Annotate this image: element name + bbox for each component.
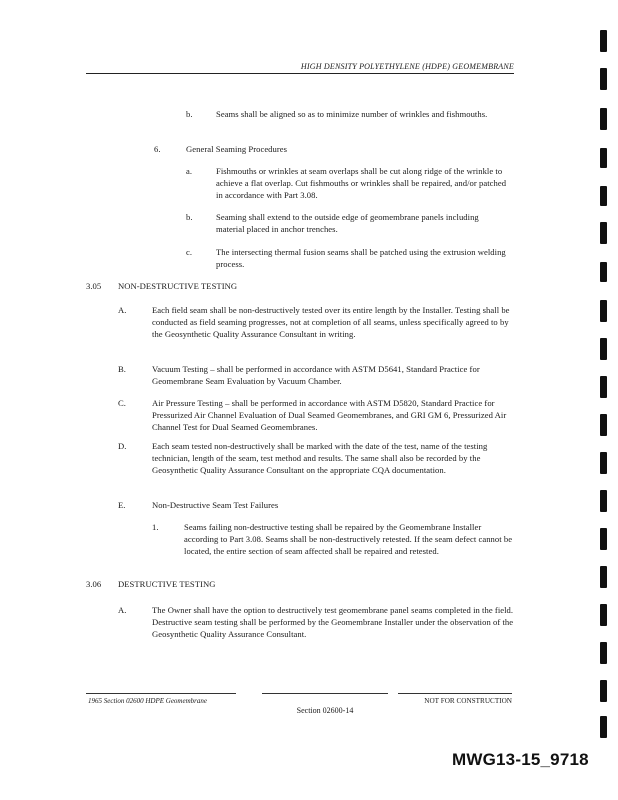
- scan-edge-mark: [600, 414, 607, 436]
- item-b2-label: b.: [186, 212, 193, 222]
- item-a-label: a.: [186, 166, 193, 176]
- item-b-text: Seams shall be aligned so as to minimize number of wrinkles and fishmouths.: [216, 109, 488, 119]
- header-title: HIGH DENSITY POLYETHYLENE (HDPE) GEOMEMBRANE: [300, 62, 514, 71]
- item-6-label: 6.: [154, 144, 161, 154]
- section-306-title: DESTRUCTIVE TESTING: [118, 579, 216, 589]
- header-rule: [86, 73, 514, 74]
- bates-stamp: MWG13-15_9718: [452, 750, 589, 769]
- footer-not-for-construction: NOT FOR CONSTRUCTION: [424, 697, 512, 705]
- item-c-text: The intersecting thermal fusion seams shall be patched using the extrusion welding process.: [216, 247, 506, 269]
- scan-edge-mark: [600, 262, 607, 282]
- section-305-e1-text: Seams failing non-destructive testing shall be repaired by the Geomembrane Installer according to Part 3.08. Seams shall be non-destructively retested. If the seam defect cannot be located, the entire section of seam affected shall be repaired and retested.: [184, 522, 513, 556]
- section-305-a-text: Each field seam shall be non-destructively tested over its entire length by the Installer. Testing shall be conducted as field seaming progresses, not at completion of all seams, unless specifically agreed to by the Geosynthetic Quality Assurance Consultant in writing.: [152, 305, 510, 339]
- scan-edge-mark: [600, 604, 607, 626]
- section-305-c-label: C.: [118, 398, 126, 408]
- section-305-e-heading: Non-Destructive Seam Test Failures: [152, 500, 279, 510]
- scan-edge-mark: [600, 642, 607, 664]
- item-a-text: Fishmouths or wrinkles at seam overlaps shall be cut along ridge of the wrinkle to achieve a flat overlap. Cut fishmouths or wrinkles shall be repaired, and/or patched in accordance with Part 3.08.: [216, 166, 507, 200]
- scan-edge-mark: [600, 716, 607, 738]
- scan-edge-mark: [600, 528, 607, 550]
- section-306-a-label: A.: [118, 605, 127, 615]
- section-305-b-label: B.: [118, 364, 126, 374]
- scan-edge-mark: [600, 452, 607, 474]
- item-b-label: b.: [186, 109, 193, 119]
- scan-edge-mark: [600, 30, 607, 52]
- scan-edge-mark: [600, 222, 607, 244]
- section-306-number: 3.06: [86, 579, 102, 589]
- footer-rule-left: [86, 693, 236, 694]
- section-305-a-label: A.: [118, 305, 127, 315]
- scan-edge-mark: [600, 186, 607, 206]
- item-b2-text: Seaming shall extend to the outside edge of geomembrane panels including material placed in anchor trenches.: [216, 212, 479, 234]
- scan-edge-mark: [600, 376, 607, 398]
- scan-edge-mark: [600, 566, 607, 588]
- item-c-label: c.: [186, 247, 193, 257]
- section-305-e1-label: 1.: [152, 522, 159, 532]
- scan-edge-mark: [600, 490, 607, 512]
- footer-page-number: Section 02600-14: [296, 706, 354, 715]
- footer-rule-right: [398, 693, 512, 694]
- scan-edge-mark: [600, 300, 607, 322]
- scan-edge-mark: [600, 108, 607, 130]
- section-305-b-text: Vacuum Testing – shall be performed in accordance with ASTM D5641, Standard Practice for Geomembrane Seam Evaluation by Vacuum Chamber.: [152, 364, 480, 386]
- scan-edge-mark: [600, 338, 607, 360]
- scan-edge-mark: [600, 68, 607, 90]
- section-305-d-label: D.: [118, 441, 127, 451]
- footer-section-label: 1965 Section 02600 HDPE Geomembrane: [88, 697, 207, 705]
- scan-edge-mark: [600, 148, 607, 168]
- section-305-c-text: Air Pressure Testing – shall be performed in accordance with ASTM D5820, Standard Practice for Pressurized Air Channel Evaluation of Dual Seamed Geomembranes, and GRI GM 6, Pressurized Air Channel Test for Dual Seamed Geomembranes.: [152, 398, 507, 432]
- item-6-heading: General Seaming Procedures: [186, 144, 288, 154]
- section-306-a-text: The Owner shall have the option to destructively test geomembrane panel seams completed in the field. Destructive seam testing shall be performed by the Geomembrane Installer under the observation of the Geosynthetic Quality Assurance Consultant.: [152, 605, 514, 639]
- section-305-d-text: Each seam tested non-destructively shall be marked with the date of the test, name of the testing technician, length of the seam, test method and results. The same shall also be recorded by the Geosynthetic Quality Assurance Consultant on the appropriate CQA documentation.: [152, 441, 488, 475]
- section-305-e-label: E.: [118, 500, 126, 510]
- section-305-number: 3.05: [86, 281, 102, 291]
- scan-edge-mark: [600, 680, 607, 702]
- footer-rule-mid: [262, 693, 388, 694]
- section-305-title: NON-DESTRUCTIVE TESTING: [118, 281, 238, 291]
